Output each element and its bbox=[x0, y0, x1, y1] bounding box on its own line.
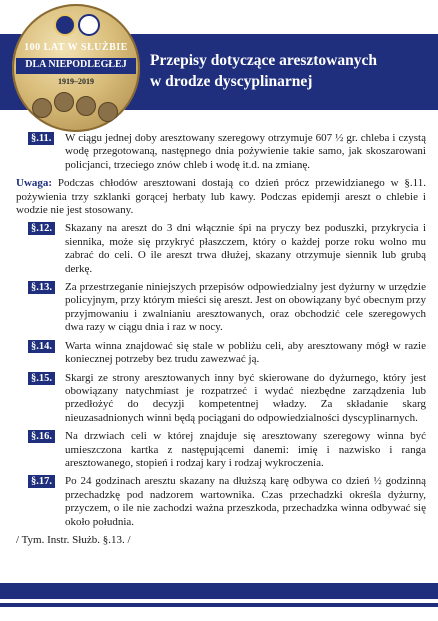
footnote: / Tym. Instr. Służb. §.13. / bbox=[16, 533, 131, 546]
section-paragraph bbox=[16, 222, 426, 276]
anniversary-medal-logo bbox=[12, 4, 140, 132]
section-paragraph bbox=[16, 430, 426, 470]
section-number-badge: §.15. bbox=[28, 372, 55, 385]
section-number-badge: §.11. bbox=[28, 132, 54, 145]
section-text: Warta winna znajdować się stale w pobliżu celi, aby aresztowany mógł w razie koniecznej potrzeby bez trudu zawezwać ją. bbox=[65, 339, 426, 366]
section-text: Po 24 godzinach aresztu skazany na dłuższą karę odbywa co dzień ½ godzinną przechadzkę pod nadzorem wartownika. Czas przechadzki określa dyżurny, przyczem, o ile nie zachodzi ważna przeszkoda, przechadzka winna odbywać się około południa. bbox=[65, 475, 426, 528]
uniform-buttons-image bbox=[32, 90, 122, 120]
section-text: Skazany na areszt do 3 dni włącznie śpi na pryczy bez poduszki, przykrycia i siennika, może się przykryć płaszczem, który o każdej porze roku wolno mu zabrać do celi. O ile areszt trwa dłużej, skazany otrzymuje siennik lub grubą derkę. bbox=[65, 222, 426, 275]
note-paragraph bbox=[16, 177, 426, 217]
section-number-badge: §.16. bbox=[28, 430, 55, 443]
section-number-badge: §.12. bbox=[28, 222, 55, 235]
section-number-badge: §.17. bbox=[28, 475, 55, 488]
section-text: Na drzwiach celi w której znajduje się aresztowany szeregowy winna być umieszczona kartka z następującemi danemi: imię i nazwisko i ranga aresztowanego, stopień i rodzaj kary i rodzaj wykroczenia. bbox=[65, 430, 426, 469]
footer-band bbox=[0, 583, 438, 599]
section-text: Skargi ze strony aresztowanych inny być skierowane do dyżurnego, który jest obowiązany natychmiast je rozpatrzeć i wydać niezbędne zarządzenia lub przedłożyć do decyzji kompetentnej władzy. Za składanie skarg nieuzasadnionych winni będą pociągani do odpowiedzialności dyscyplinarnych. bbox=[65, 371, 426, 424]
note-label: Uwaga: bbox=[16, 177, 53, 190]
section-paragraph bbox=[16, 340, 426, 367]
footer-thin-band bbox=[0, 603, 438, 607]
note-text: Podczas chłodów aresztowani dostają co dzień prócz przewidzianego w §.11. pożywienia trzy szklanki gorącej herbaty lub kawy. Podczas epidemji areszt o chlebie i wodzie nie jest stosowany. bbox=[16, 177, 426, 217]
section-paragraph bbox=[16, 132, 426, 172]
section-text: Za przestrzeganie niniejszych przepisów odpowiedzialny jest dyżurny w urzędzie policyjnym, przy którym mieści się areszt. Jest on obowiązany być obecnym przy przyjmowaniu i zwalnianiu aresztowanych, oraz obchodzić cele szeregowych dwa razy w ciągu dnia i raz w nocy. bbox=[65, 281, 426, 334]
page-title-line1: Przepisy dotyczące aresztowanych bbox=[150, 52, 377, 69]
page-title-line2: w drodze dyscyplinarnej bbox=[150, 73, 313, 90]
section-paragraph bbox=[16, 372, 426, 426]
page-title bbox=[150, 50, 430, 92]
section-text: W ciągu jednej doby aresztowany szeregowy otrzymuje 607 ½ gr. chleba i czystą wodę przegotowaną, następnego dnia pożywienie takie samo, jak skoszarowani policjanci, trzeciego znów chleb i wodę it.d. na zmianę. bbox=[65, 132, 426, 171]
police-star-icon bbox=[54, 14, 76, 36]
button-icon bbox=[76, 96, 96, 116]
regulations-content bbox=[16, 132, 426, 552]
police-emblem-icon bbox=[78, 14, 100, 36]
section-number-badge: §.13. bbox=[28, 281, 55, 294]
medal-years: 1919–2019 bbox=[58, 77, 94, 86]
medal-text-line2: DLA NIEPODLEGŁEJ bbox=[25, 59, 127, 70]
button-icon bbox=[32, 98, 52, 118]
section-paragraph bbox=[16, 475, 426, 529]
section-number-badge: §.14. bbox=[28, 340, 55, 353]
button-icon bbox=[98, 102, 118, 122]
medal-text-line1: 100 LAT W SŁUŻBIE bbox=[24, 42, 128, 53]
section-paragraph bbox=[16, 281, 426, 335]
button-icon bbox=[54, 92, 74, 112]
